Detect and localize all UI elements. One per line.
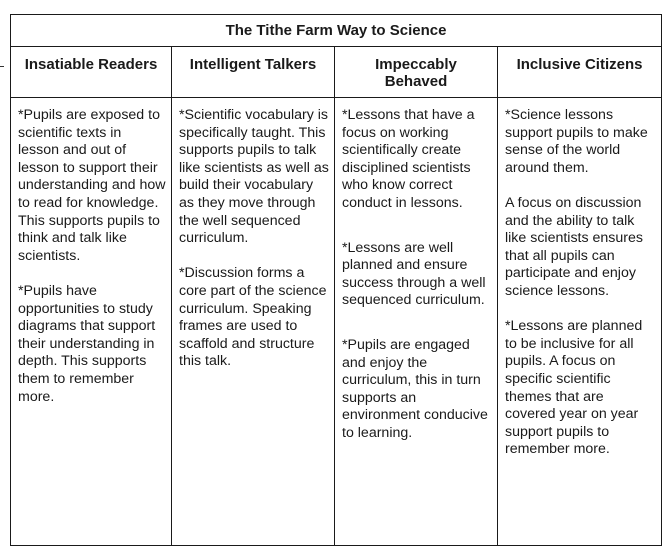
column-heading-insatiable-readers: Insatiable Readers	[11, 47, 172, 98]
column-body-intelligent-talkers	[172, 98, 335, 546]
column-heading-inclusive-citizens: Inclusive Citizens	[498, 47, 662, 98]
content-row	[11, 98, 662, 546]
body-paragraph: *Discussion forms a core part of the science curriculum. Speaking frames are used to scaffold and structure this talk.	[179, 265, 327, 370]
science-ethos-table	[10, 14, 662, 546]
body-paragraph: *Lessons are planned to be inclusive for all pupils. A focus on specific scientific themes that are covered year on year support pupils to remember more.	[505, 318, 643, 458]
body-paragraph: *Pupils have opportunities to study diagrams that support their understanding in depth. This supports them to remember more.	[18, 282, 156, 405]
column-body-insatiable-readers	[11, 98, 172, 546]
table-title: The Tithe Farm Way to Science	[11, 15, 662, 47]
body-paragraph: *Pupils are exposed to scientific texts in lesson and out of lesson to support their understanding and how to read for knowledge. This supports pupils to think and talk like scientists.	[18, 107, 166, 264]
body-paragraph: A focus on discussion and the ability to talk like scientists ensures that all pupils can participate and enjoy science lessons.	[505, 194, 643, 299]
title-row	[11, 15, 662, 47]
column-heading-impeccably-behaved	[335, 47, 498, 98]
column-heading-intelligent-talkers: Intelligent Talkers	[172, 47, 335, 98]
body-paragraph: *Science lessons support pupils to make sense of the world around them.	[505, 107, 648, 176]
header-row	[11, 47, 662, 98]
body-paragraph: *Pupils are engaged and enjoy the curriculum, this in turn supports an environment conducive to learning.	[342, 336, 488, 441]
body-paragraph: *Scientific vocabulary is specifically taught. This supports pupils to talk like scientists as well as build their vocabulary as they move through the well sequenced curriculum.	[179, 107, 329, 247]
body-paragraph: *Lessons are well planned and ensure success through a well sequenced curriculum.	[342, 239, 486, 309]
column-body-inclusive-citizens	[498, 98, 662, 546]
column-body-impeccably-behaved	[335, 98, 498, 546]
body-paragraph: *Lessons that have a focus on working scientifically create disciplined scientists who know correct conduct in lessons.	[342, 107, 475, 211]
stray-mark	[0, 66, 4, 67]
column-heading-text: Impeccably Behaved	[375, 56, 457, 90]
